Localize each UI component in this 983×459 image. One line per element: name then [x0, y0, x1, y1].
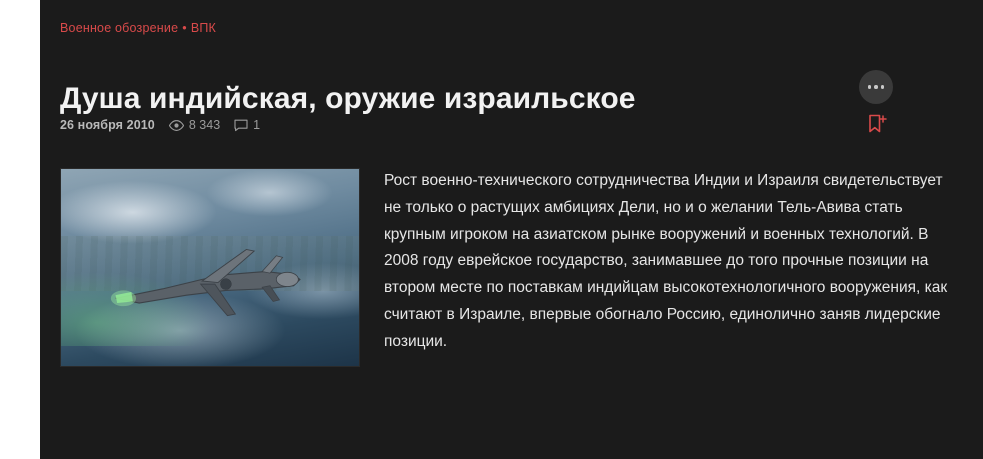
more-options-icon[interactable] [859, 70, 893, 104]
article-text: Рост военно-технического сотрудничества Индии и Израиля свидетельствует не только о растущих амбициях Дели, но и о желании Тель-Авива стать крупным игроком на азиатском рынке вооружений и военных технологий. В 2008 году еврейское государство, занимавшее до того прочные позиции на втором месте по поставкам индийцам высокотехнологичного вооружения, как считают в Израиле, впервые обогнало Россию, единолично заняв лидерские позиции. [384, 172, 948, 350]
article-body-wrapper [60, 168, 960, 373]
more-dot [868, 85, 872, 89]
article-image [60, 168, 360, 367]
drone-illustration [79, 240, 341, 335]
eye-icon [169, 120, 184, 131]
views-count: 8 343 [188, 118, 221, 132]
more-dot [881, 85, 885, 89]
page-title: Душа индийская, оружие израильское [60, 82, 636, 116]
comments-counter[interactable] [234, 118, 260, 132]
views-counter [169, 118, 220, 132]
article-content-area [40, 0, 983, 459]
page-left-margin [0, 0, 40, 459]
article-meta [60, 118, 260, 132]
breadcrumb-separator: • [182, 21, 187, 35]
publish-date: 26 ноября 2010 [60, 118, 155, 132]
comment-icon [234, 119, 248, 132]
more-dot [874, 85, 878, 89]
breadcrumb [60, 21, 216, 35]
breadcrumb-subcategory-link[interactable]: ВПК [190, 21, 217, 35]
bookmark-add-icon[interactable] [866, 113, 888, 137]
breadcrumb-category-link[interactable]: Военное обозрение [60, 21, 179, 35]
comments-count: 1 [253, 118, 261, 132]
